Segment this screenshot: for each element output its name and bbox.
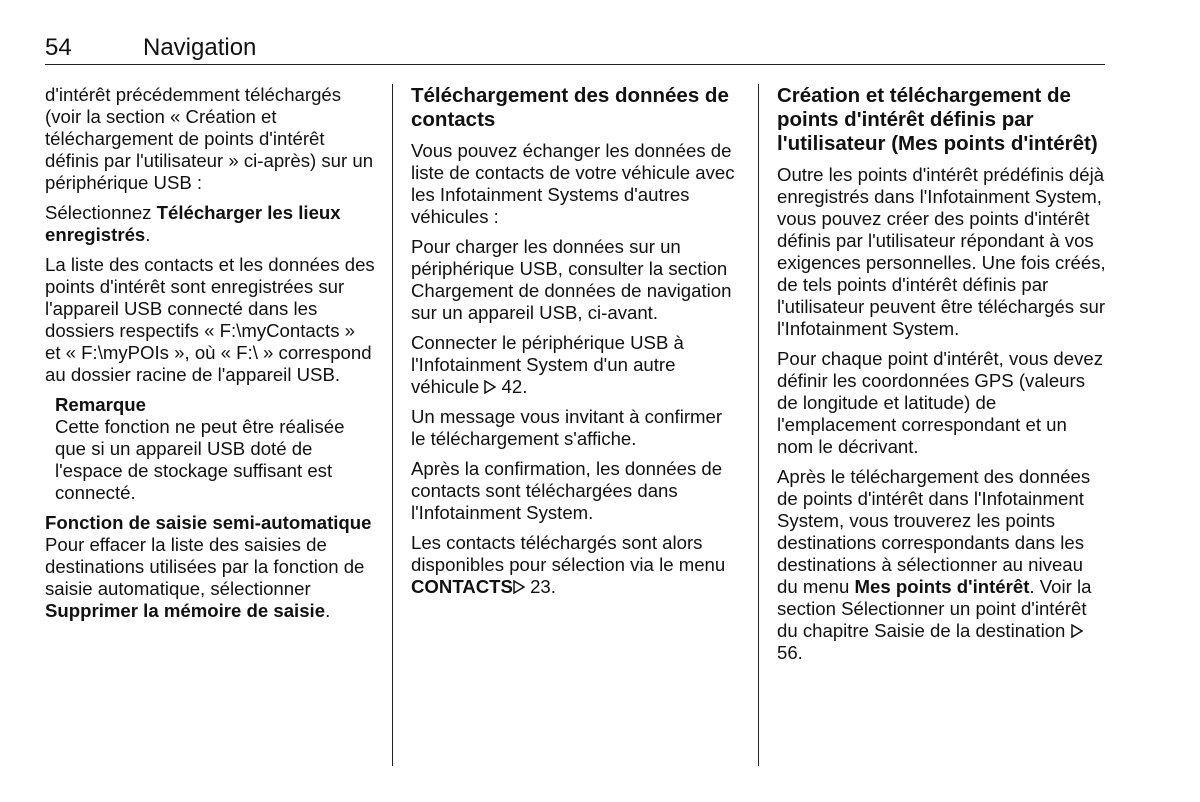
page-reference-arrow-icon (1071, 624, 1083, 638)
paragraph: Après la confirmation, les données de contacts sont téléchargées dans l'Infotainment System. (411, 458, 723, 523)
column-1 (45, 84, 375, 630)
column-3 (777, 84, 1107, 672)
paragraph: Connecter le périphérique USB à l'Infotainment System d'un autre véhicule 42. (411, 332, 684, 397)
paragraph: Vous pouvez échanger les données de liste de contacts de votre véhicule avec les Infotainment Systems d'autres véhicules : (411, 140, 735, 227)
column-divider (758, 84, 759, 766)
section-title: Navigation (143, 34, 257, 61)
paragraph: Pour charger les données sur un périphérique USB, consulter la section Chargement de données de navigation sur un appareil USB, ci-avant. (411, 236, 732, 323)
paragraph: Pour effacer la liste des saisies de destinations utilisées par la fonction de saisie automatique, sélectionner Supprimer la mémoire de saisie. (45, 534, 365, 621)
paragraph: Pour chaque point d'intérêt, vous devez définir les coordonnées GPS (valeurs de longitude et latitude) de l'emplacement correspondant et un nom le décrivant. (777, 348, 1104, 457)
paragraph: Sélectionnez Télécharger les lieux enregistrés. (45, 202, 341, 245)
menu-option: CONTACTS (411, 576, 513, 597)
column-2 (411, 84, 741, 606)
subheading: Fonction de saisie semi-automatique (45, 512, 372, 533)
page-reference-arrow-icon (484, 380, 496, 394)
page-number: 54 (45, 34, 72, 61)
column-divider (392, 84, 393, 766)
section-heading: Création et téléchargement de points d'intérêt définis par l'utilisateur (Mes points d'intérêt) (777, 84, 1098, 155)
page-reference-arrow-icon (513, 580, 525, 594)
menu-option: Mes points d'intérêt (854, 576, 1030, 597)
section-heading: Téléchargement des données de contacts (411, 84, 729, 131)
paragraph: La liste des contacts et les données des points d'intérêt sont enregistrées sur l'appareil USB connecté dans les dossiers respectifs « F:\myContacts » et « F:\myPOIs », où « F:\ » correspond au dossier racine de l'appareil USB. (45, 254, 375, 385)
paragraph: Un message vous invitant à confirmer le téléchargement s'affiche. (411, 406, 723, 449)
menu-option: Supprimer la mémoire de saisie (45, 600, 326, 621)
note-text: Cette fonction ne peut être réalisée que si un appareil USB doté de l'espace de stockage suffisant est connecté. (55, 416, 345, 503)
note-title: Remarque (55, 394, 146, 415)
paragraph: Les contacts téléchargés sont alors disponibles pour sélection via le menu CONTACTS 23. (411, 532, 726, 597)
note-box (55, 394, 375, 504)
menu-option: Télécharger les lieux enregistrés (45, 202, 341, 245)
page-header (45, 34, 1105, 65)
paragraph: d'intérêt précédemment téléchargés (voir la section « Création et téléchargement de points d'intérêt définis par l'utilisateur » ci-après) sur un périphérique USB : (45, 84, 374, 193)
paragraph: Outre les points d'intérêt prédéfinis déjà enregistrés dans l'Infotainment System, vous pouvez créer des points d'intérêt définis par l'utilisateur répondant à vos exigences personnelles. Une fois créés, de tels points d'intérêt définis par l'utilisateur peuvent être téléchargés sur l'Infotainment System. (777, 164, 1106, 339)
paragraph: Après le téléchargement des données de points d'intérêt dans l'Infotainment System, vous trouverez les points destinations correspondants dans les destinations à sélectionner au niveau du menu Mes points d'intérêt. Voir la section Sélectionner un point d'intérêt du chapitre Saisie de la destination 56. (777, 466, 1092, 663)
